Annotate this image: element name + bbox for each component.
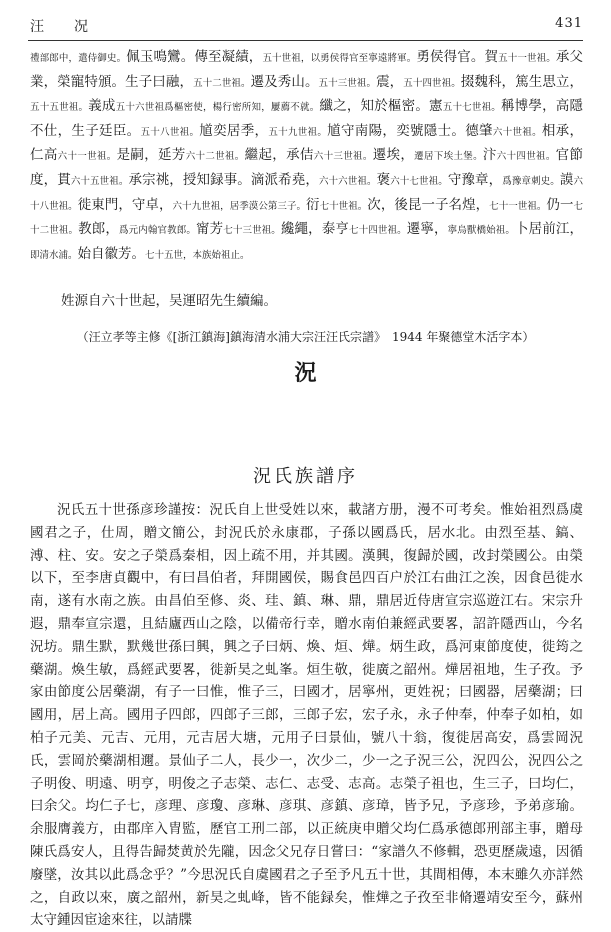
annotation-note: 六十三世祖。 — [313, 151, 373, 163]
genealogy-text: 勇侯得官。賀 — [416, 49, 499, 65]
annotation-note: 五十二世祖。 — [193, 77, 251, 89]
annotation-note: 六十世祖。 — [492, 126, 542, 138]
section-title: 況 — [294, 360, 317, 386]
annotation-note: 七十世祖。 — [319, 200, 368, 212]
annotation-note: 六十八世祖。 — [30, 175, 584, 212]
annotation-note: 五十九世祖。 — [268, 126, 328, 138]
source-citation: （汪立孝等主修《[浙江鎮海]鎮海清水浦大宗汪汪氏宗譜》 1944 年聚德堂木活字本） — [76, 330, 535, 344]
genealogy-paragraph — [30, 46, 583, 267]
annotation-note: 六十五世祖。 — [70, 175, 129, 187]
genealogy-text: 始自徽芳。 — [77, 245, 146, 262]
annotation-note: 五十七世祖。 — [442, 102, 501, 114]
genealogy-text: 是嗣，延芳 — [116, 147, 186, 164]
annotation-note: 七十二世祖。 — [30, 200, 584, 237]
annotation-note: 五十五世祖。 — [30, 102, 89, 114]
annotation-note: 爲豫章刺史。 — [502, 175, 560, 187]
genealogy-text: 徙東門，守卓， — [77, 196, 173, 213]
genealogy-text: 教郎， — [78, 221, 119, 238]
genealogy-text: 馗守南陽，奕號隱士。德肇 — [327, 122, 493, 139]
genealogy-text: 震， — [376, 73, 404, 90]
genealogy-text: 佩玉鳴鸞。傳至凝績， — [126, 49, 263, 65]
genealogy-text: 守豫章， — [447, 171, 503, 188]
annotation-note: 五十四世祖。 — [403, 77, 461, 89]
genealogy-text: 遷及秀山。 — [250, 73, 319, 90]
annotation-note: 五十三世祖。 — [318, 77, 377, 89]
genealogy-text: 相承，仁高 — [30, 122, 583, 164]
genealogy-text: 掇魏科，篤生思立， — [460, 73, 583, 90]
genealogy-text: 遷寧， — [406, 221, 448, 238]
genealogy-text: 馗奕居季， — [199, 122, 269, 139]
annotation-note: 七十三世祖。 — [223, 225, 281, 237]
article-title: 況氏族譜序 — [253, 466, 358, 487]
annotation-note: 七十一世祖。 — [489, 200, 547, 212]
annotation-note: 七十四世祖。 — [349, 225, 407, 237]
annotation-note: 五十一世祖。 — [498, 53, 556, 64]
genealogy-text: 繼起，承佶 — [244, 147, 314, 164]
running-title: 汪 况 — [30, 19, 96, 35]
genealogy-text: 褒 — [376, 171, 391, 188]
genealogy-text: 稱博學，高隱不仕，生子廷臣。 — [30, 98, 583, 139]
annotation-note: 七十五世，本族始祖止。 — [145, 249, 250, 261]
annotation-note: 六十九世祖，居季漠公第三子。 — [172, 200, 307, 212]
annotation-note: 六十二世祖。 — [185, 151, 245, 163]
genealogy-text: 仍一 — [546, 196, 574, 213]
genealogy-text: 卜居前江， — [515, 221, 583, 238]
genealogy-text: 官節度，貫 — [30, 147, 583, 188]
page-number: 431 — [555, 16, 583, 31]
annotation-note: 即清水浦。 — [30, 249, 78, 261]
genealogy-text: 纔繩，泰亨 — [280, 221, 350, 238]
genealogy-text: 纖之，知於樞密。憲 — [319, 98, 443, 115]
essay-body: 況氏五十世孫彦珍謹按：況氏自上世受姓以來，載諸方册，漫不可考矣。惟始祖烈爲虞國君之子，仕周，贈文簡公，封況氏於永康郡，子孫以國爲氏，居水北。由烈至基、鎬、溥、柱、安。安之子榮爲秦相，因上疏不用，并其國。漢興，復歸於國，改封榮國公。由榮以下，至李唐貞觀中，有曰昌伯者，拜開國侯，賜食邑四百户於江右曲江之涘，因食邑徙水南，遂有水南之族。由昌伯至修、炎、珪、鎮、琳、鼎，鼎居近侍唐宣宗巡遊江右。宋宗升遐，鼎奉宣宗還，且結廬西山之陰，以備帝行幸，贈水南伯兼經武要畧，詔許隱西山，今名況坊。鼎生默，默幾世孫曰興，興之子曰炳、煥、烜、燁。炳生政，爲河東節度使，徙筠之藥湖。煥生敏，爲經武要畧，徙新昊之虬峯。烜生敬，徙廣之韶州。燁居祖地，生子孜。予家由節度公居藥湖，有子一曰惟，惟子三，曰國才，居寧州，更姓祝；曰國器，居藥湖；曰國用，居上高。國用子四郎，四郎子三郎，三郎子宏，宏子永，永子仲奉，仲奉子如柏，如柏子元美、元吉、元用，元吉居大塘，元用子曰景仙，號八十翁，復徙居高安，爲雲岡況氏，雲岡於藥湖相邇。景仙子二人，長少一，次少二，少一之子況三公，況四公，況四公之子明俊、明遠、明亨，明俊之子志榮、志仁、志受、志高。志榮子祖也，生三子，曰均仁，曰余父。均仁子七，彦理、彦瓊、彦琳、彦琪、彦鎮、彦璋，皆予兄，予彦珍，予弟彦瑜。余服膺義方，由郡庠入胄監，歷官工刑二部，以正統庚申贈父均仁爲承德郎刑部主事，贈母陳氏爲安人，且得告歸焚黄於先隴，因念父兄存日嘗曰：“家譜久不修輯，恐更歷歲遠，因循廢墜，汝其以此爲念乎？”今思況氏自虞國君之子至予凡五十世，其間相傳，本末雖久亦詳然之，自政以來，廣之韶州，新昊之虬峰，皆不能録矣，惟燁之子孜至非脩遷靖安至今，蘇州太守鍾因宦途來往，以請牒 — [30, 502, 583, 929]
annotation-note: 六十六世祖。 — [318, 175, 377, 187]
genealogy-text: 衍 — [306, 196, 320, 213]
annotation-note: 六十四世祖。 — [496, 151, 556, 163]
page-header — [30, 14, 583, 38]
genealogy-text: 謨 — [559, 171, 574, 188]
annotation-note: 六十一世祖。 — [57, 151, 117, 163]
annotation-note: 五十八世祖。 — [140, 126, 200, 138]
closing-line: 姓源自六十世起，吴運昭先生續編。 — [61, 293, 278, 309]
genealogy-text: 次，後昆一子名煌， — [367, 196, 490, 213]
genealogy-text: 汴 — [482, 147, 497, 164]
annotation-note: 五十世祖，以勇侯得官至寧遠將軍。 — [262, 53, 417, 64]
genealogy-text: 甯芳 — [195, 221, 224, 238]
genealogy-text: 義成 — [88, 98, 116, 115]
annotation-note: 遷居下埃土堡。 — [414, 151, 483, 163]
annotation-note: 六十七世祖。 — [390, 175, 448, 187]
genealogy-text: 承父業，榮寵特頒。生子曰融， — [30, 49, 583, 90]
header-rule — [28, 40, 583, 41]
annotation-note: 寧烏獸橋始祖。 — [447, 225, 516, 237]
annotation-note: 爲元内翰官教郎。 — [118, 225, 196, 237]
genealogy-text: 遷埃， — [372, 147, 415, 164]
annotation-note: 禮部郎中，遣侍御史。 — [30, 53, 127, 64]
annotation-note: 五十六世祖爲樞密使，楊行密所知，屢薦不就。 — [115, 102, 320, 114]
genealogy-text: 承宗祧，授知録事。滴派希堯， — [128, 171, 319, 188]
